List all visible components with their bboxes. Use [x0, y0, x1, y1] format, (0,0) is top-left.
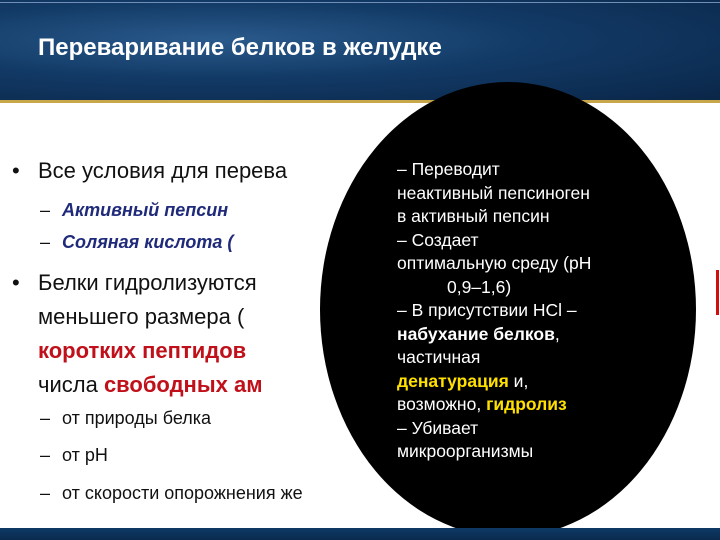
denaturation-term: денатурация [397, 370, 509, 391]
slide-header [0, 0, 720, 100]
callout-line: – Переводит [397, 159, 500, 179]
swelling-term: набухание белков [397, 323, 555, 344]
callout-line: – Создает [397, 229, 479, 250]
bullet-2-line-4 [38, 372, 262, 398]
callout-and: и, [508, 370, 529, 391]
hydrolysis-term: гидролиз [486, 394, 567, 414]
dash: – [40, 408, 51, 428]
bullet-2-line-3: коротких пептидов [38, 338, 247, 363]
sub-item-protein-nature: от природы белка [62, 408, 212, 428]
callout-possibly: возможно, [397, 394, 487, 414]
dash: – [40, 445, 51, 465]
red-edge-marker [716, 270, 719, 315]
bullet-2-line-1: Белки гидролизуются [38, 270, 257, 295]
callout-comma: , [554, 323, 560, 344]
bullet-2-line-4-start: числа [38, 372, 104, 397]
sub-item-emptying-speed: от скорости опорожнения же [62, 483, 303, 503]
callout-line: неактивный пепсиноген [397, 182, 590, 203]
bullet-2-line-4-highlight: свободных ам [103, 372, 263, 397]
callout-line: в активный пепсин [397, 206, 550, 226]
footer-bar [0, 528, 720, 540]
callout-line: частичная [397, 347, 481, 367]
bullet-1-text: Все условия для перева [38, 158, 288, 183]
dash: – [40, 232, 51, 252]
callout-line: оптимальную среду (рН [397, 253, 592, 273]
callout-line: – В присутствии HCl – [397, 300, 577, 320]
callout-line: 0,9–1,6) [447, 276, 512, 297]
header-top-line [0, 2, 720, 3]
bullet-2-line-2: меньшего размера ( [38, 304, 245, 329]
callout-line [397, 393, 667, 417]
callout-line [397, 323, 667, 347]
slide-title: Переваривание белков в желудке [38, 34, 442, 61]
dash: – [40, 200, 51, 220]
callout-line: микроорганизмы [397, 441, 534, 461]
sub-item-active-pepsin: Активный пепсин [62, 200, 229, 220]
callout-line: – Убивает [397, 417, 479, 438]
bullet-marker: • [12, 158, 20, 183]
sub-item-hydrochloric-acid: Соляная кислота ( [62, 232, 234, 252]
callout-line [397, 370, 667, 394]
bullet-marker: • [12, 270, 20, 295]
dash: – [40, 483, 51, 503]
sub-item-ph: от рН [62, 445, 108, 465]
callout-text [397, 158, 667, 464]
